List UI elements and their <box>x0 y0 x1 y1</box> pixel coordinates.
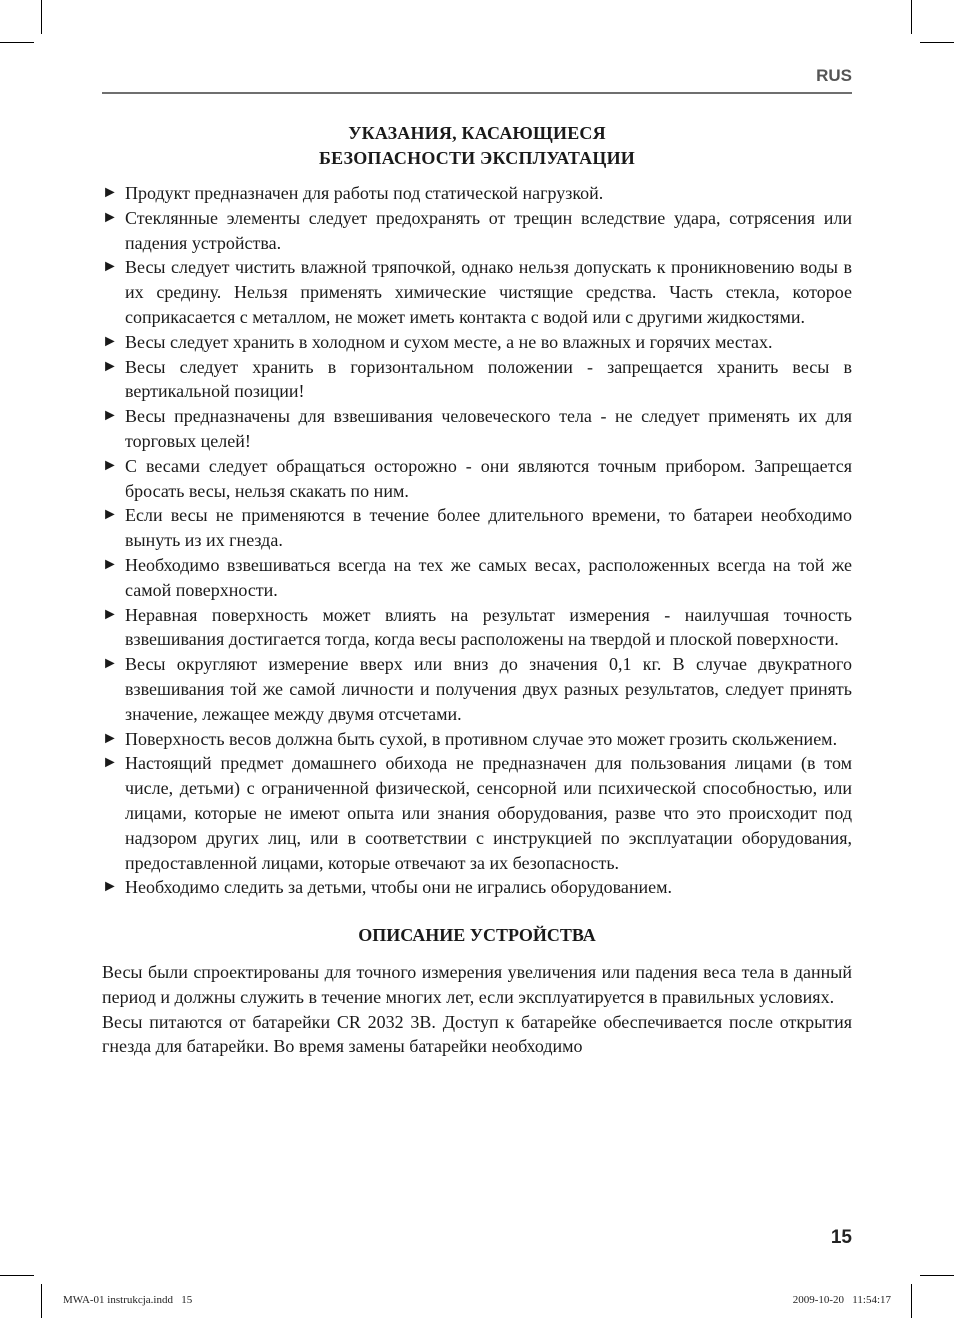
description-paragraph: Весы питаются от батарейки CR 2032 3В. Доступ к батарейке обеспечивается после открытия гнезда для батарейки. Во время замены батарейки необходимо <box>102 1011 852 1057</box>
bullet-arrow-icon: ► <box>102 258 118 276</box>
bullet-arrow-icon: ► <box>102 555 118 573</box>
crop-mark <box>911 0 912 34</box>
safety-item <box>102 727 852 752</box>
safety-item-text: С весами следует обращаться осторожно - они являются точным прибором. Запрещается бросать весы, нельзя скакать по ним. <box>125 455 852 501</box>
safety-item-text: Неравная поверхность может влиять на результат измерения - наилучшая точность взвешивания достигается тогда, когда весы расположены на твердой и плоской поверхности. <box>125 604 852 650</box>
bullet-arrow-icon: ► <box>102 357 118 375</box>
safety-heading-line1: УКАЗАНИЯ, КАСАЮЩИЕСЯ <box>348 123 606 143</box>
page-number: 15 <box>830 1227 852 1248</box>
header-rule <box>102 92 852 94</box>
safety-item <box>102 652 852 726</box>
safety-item-text: Необходимо взвешиваться всегда на тех же самых весах, расположенных всегда на той же самой поверхности. <box>125 554 852 600</box>
safety-item <box>102 404 852 454</box>
crop-mark <box>920 1275 954 1276</box>
file-slug: MWA-01 instrukcja.indd 15 <box>63 1294 193 1306</box>
safety-item <box>102 751 852 875</box>
safety-item <box>102 875 852 900</box>
safety-item <box>102 355 852 405</box>
safety-item <box>102 603 852 653</box>
safety-item-text: Настоящий предмет домашнего обихода не предназначен для пользования лицами (в том числе, детьми) с ограниченной физической, сенсорной или психической способностью, или лицами, которые не имеют опыта или знания оборудования, разве что это происходит под надзором других лиц, или в соответствии с инструкцией по эксплуатации оборудования, предоставленной лицами, которые отвечают за их безопасность. <box>125 753 852 873</box>
bullet-arrow-icon: ► <box>102 208 118 226</box>
safety-item <box>102 454 852 504</box>
safety-item-text: Весы следует хранить в горизонтальном положении - запрещается хранить весы в вертикальной позиции! <box>125 356 852 402</box>
description-paragraph: Весы были спроектированы для точного измерения увеличения или падения веса тела в данный период и должны служить в течение многих лет, если эксплуатируется в правильных условиях. <box>102 961 852 1007</box>
safety-item-text: Весы следует хранить в холодном и сухом месте, а не во влажных и горячих местах. <box>125 331 773 352</box>
bullet-arrow-icon: ► <box>102 456 118 474</box>
safety-list <box>102 181 852 900</box>
bullet-arrow-icon: ► <box>102 332 118 350</box>
safety-item <box>102 330 852 355</box>
safety-item-text: Поверхность весов должна быть сухой, в противном случае это может грозить скольжением. <box>125 728 838 749</box>
bullet-arrow-icon: ► <box>102 655 118 673</box>
safety-item <box>102 255 852 329</box>
crop-mark <box>41 1284 42 1318</box>
bullet-arrow-icon: ► <box>102 605 118 623</box>
bullet-arrow-icon: ► <box>102 184 118 201</box>
safety-item-text: Если весы не применяются в течение более длительного времени, то батареи необходимо вынуть из их гнезда. <box>125 505 852 551</box>
crop-mark <box>0 42 34 43</box>
safety-heading <box>102 121 852 171</box>
language-label: RUS <box>816 66 852 85</box>
date-slug: 2009-10-20 11:54:17 <box>792 1294 891 1306</box>
safety-item <box>102 181 852 206</box>
safety-item-text: Необходимо следить за детьми, чтобы они не игрались оборудованием. <box>125 877 673 898</box>
safety-item-text: Весы предназначены для взвешивания человеческого тела - не следует применять их для торговых целей! <box>125 406 852 451</box>
bullet-arrow-icon: ► <box>102 729 118 747</box>
safety-item <box>102 206 852 256</box>
page-content <box>102 121 852 1059</box>
bullet-arrow-icon: ► <box>102 754 118 772</box>
crop-mark <box>920 42 954 43</box>
safety-item-text: Весы округляют измерение вверх или вниз до значения 0,1 кг. В случае двукратного взвешивания той же самой личности и получения двух разных результатов, следует принять значение, лежащее между двумя отсчетами. <box>125 654 852 724</box>
crop-mark <box>911 1284 912 1318</box>
crop-mark <box>0 1275 34 1276</box>
safety-item-text: Продукт предназначен для работы под статической нагрузкой. <box>125 183 604 203</box>
bullet-arrow-icon: ► <box>102 506 118 524</box>
bullet-arrow-icon: ► <box>102 878 118 896</box>
safety-item-text: Стеклянные элементы следует предохранять от трещин вследствие удара, сотрясения или падения устройства. <box>125 207 852 253</box>
safety-item <box>102 503 852 553</box>
safety-item <box>102 553 852 603</box>
safety-heading-line2: БЕЗОПАСНОСТИ ЭКСПЛУАТАЦИИ <box>319 148 635 168</box>
crop-mark <box>41 0 42 34</box>
safety-item-text: Весы следует чистить влажной тряпочкой, однако нельзя допускать к проникновению воды в их средину. Нельзя применять химические чистящие средства. Часть стекла, которое соприкасается с металлом, не может иметь контакта с водой или с другими жидкостями. <box>125 257 852 327</box>
bullet-arrow-icon: ► <box>102 407 118 425</box>
description-heading: ОПИСАНИЕ УСТРОЙСТВА <box>358 925 596 946</box>
